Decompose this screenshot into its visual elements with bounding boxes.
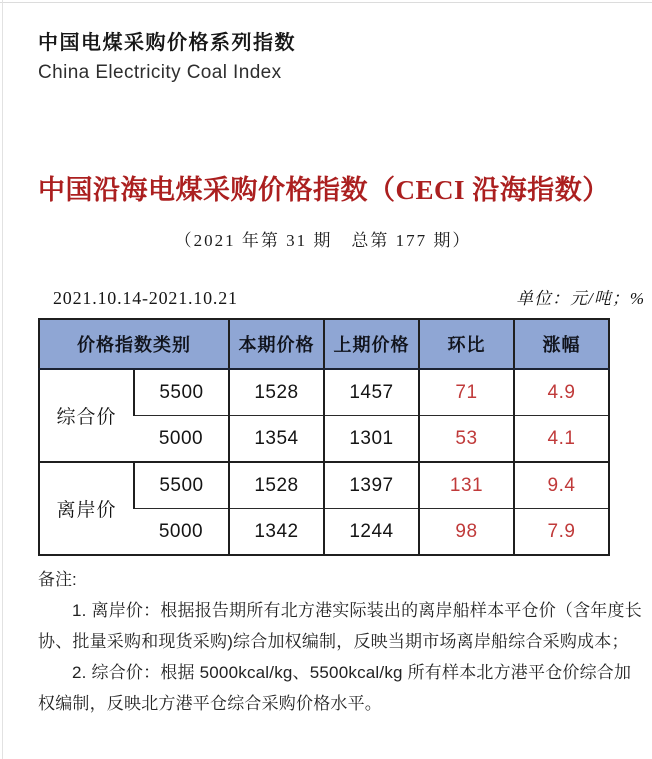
price-index-table: [38, 318, 610, 556]
col-header-change: 环比: [419, 319, 514, 369]
grade-cell: 5000: [134, 509, 229, 556]
change-cell: 53: [419, 416, 514, 463]
category-cell-fob: 离岸价: [39, 462, 134, 555]
pct-cell: 4.1: [514, 416, 609, 463]
issue-line: （2021 年第 31 期 总第 177 期）: [174, 231, 472, 250]
table-header-row: [39, 319, 609, 369]
note-item-composite: 2. 综合价：根据 5000kcal/kg、5500kcal/kg 所有样本北方港平仓价综合加权编制，反映北方港平仓综合采购价格水平。: [38, 663, 632, 713]
table-row: [39, 462, 609, 509]
notes-section: [38, 564, 645, 719]
current-price-cell: 1528: [229, 369, 324, 416]
current-price-cell: 1528: [229, 462, 324, 509]
pct-cell: 7.9: [514, 509, 609, 556]
brand-title-en: China Electricity Coal Index: [38, 62, 282, 83]
period-label: 2021.10.14-2021.10.21: [53, 288, 238, 308]
pct-cell: 4.9: [514, 369, 609, 416]
notes-label: 备注:: [38, 570, 77, 589]
col-header-previous-price: 上期价格: [324, 319, 419, 369]
pct-cell: 9.4: [514, 462, 609, 509]
change-cell: 71: [419, 369, 514, 416]
brand-title-zh: 中国电煤采购价格系列指数: [38, 32, 296, 54]
change-cell: 98: [419, 509, 514, 556]
grade-cell: 5500: [134, 369, 229, 416]
grade-cell: 5500: [134, 462, 229, 509]
current-price-cell: 1342: [229, 509, 324, 556]
table-row: [39, 369, 609, 416]
meta-row: [38, 284, 645, 309]
brand-header: [38, 0, 645, 84]
col-header-current-price: 本期价格: [229, 319, 324, 369]
col-header-pct: 涨幅: [514, 319, 609, 369]
change-cell: 131: [419, 462, 514, 509]
previous-price-cell: 1457: [324, 369, 419, 416]
current-price-cell: 1354: [229, 416, 324, 463]
unit-label: 单位：元/吨；%: [516, 289, 645, 308]
category-cell-composite: 综合价: [56, 407, 117, 428]
previous-price-cell: 1301: [324, 416, 419, 463]
note-item-fob: 1. 离岸价：根据报告期所有北方港实际装出的离岸船样本平仓价（含年度长协、批量采购和现货采购)综合加权编制，反映当期市场离岸船综合采购成本；: [38, 601, 642, 651]
col-header-category: 价格指数类别: [39, 319, 229, 369]
grade-cell: 5000: [134, 416, 229, 463]
previous-price-cell: 1397: [324, 462, 419, 509]
report-title: 中国沿海电煤采购价格指数（CECI 沿海指数）: [38, 175, 610, 205]
previous-price-cell: 1244: [324, 509, 419, 556]
